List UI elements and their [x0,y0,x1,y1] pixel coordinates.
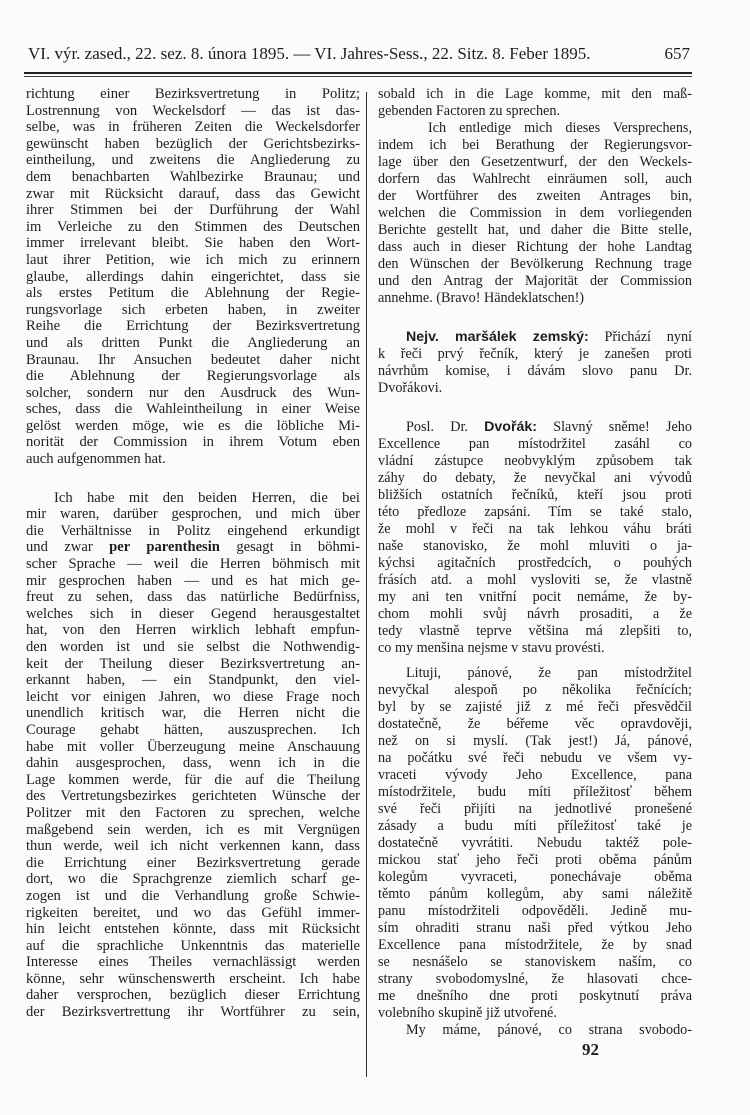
text-line: Courage gehabt hätten, auszusprechen. Ich [26,721,360,738]
speaker-name: Nejv. maršálek zemský: [406,329,589,345]
text-line: mir waren, darüber gesprochen, und mich über [26,506,360,523]
text-line: dostatečně vyvrátiti. Nebudu taktéž pole- [378,835,692,851]
text-line: dostatečně, že béřeme věc opravdověji, [378,716,692,732]
text-segment: gesagt in böhmi- [219,539,361,556]
text-line: solcher, sondern nur den Ausdruck des Wun- [26,384,360,401]
text-line: welches sich in dieser Gegend herausgestaltet [26,605,360,622]
text-line: že mohl v řeči na tak lehkou váhu bráti [378,521,692,537]
text-line: My máme, pánové, co strana svobodo- [406,1022,692,1038]
text-line: des Vertretungsbezirkes gerichteten Wünsche der [26,788,360,805]
text-line: Braunau. Ihr Ansuchen bedeutet daher nicht [26,351,360,368]
text-line: den worden ist und sie selbst die Nothwendig- [26,639,360,655]
text-line: místodržitele, budu míti příležitosť během [378,784,692,800]
text-line: dahin ausgesprochen, dass, wenn ich in die [26,755,360,772]
text-line: im Verleiche zu den Stimmen des Deutschen [26,218,360,235]
text-line: hin leicht entstehen könnte, dass mit Rücksicht [26,921,360,938]
text-line: auch aufgenommen hat. [26,451,166,468]
text-line: me dnešního dne proti poskytnutí práva [378,988,692,1004]
text-line: dort, wo die Sprachgrenze ziemlich scharf ge- [26,871,360,888]
text-line: unendlich kritisch war, die Herren nicht die [26,705,360,722]
emphasis: per parenthesin [109,539,220,556]
text-line: své řeči přijíti na jednotlivé pronešené [378,801,692,817]
text-line: habe mit voller Überzeugung meine Anschauung [26,738,360,755]
text-line: indem ich bei Berathung der Regierungsvor- [378,137,692,153]
text-line: kolegům vyvraceti, ponechávaje oběma [378,869,692,885]
text-line: sím ohraditi stranu naši před výtkou Jeho [378,920,692,936]
text-segment: Posl. Dr. [406,419,485,435]
paragraph-gap [378,657,692,665]
text-line [378,419,692,436]
text-line: die Verhältnisse in Politz eingehend erkundigt [26,522,360,539]
text-line: Interesse eines Theiles vernachlässigt werden [26,954,360,971]
paragraph-gap [26,468,360,490]
text-line [378,329,692,346]
text-line: den Wünschen der Bevölkerung Rechnung trage [378,256,692,272]
text-line: dass auch in dieser Richtung der hohe Landtag [378,239,692,255]
text-line: annehme. (Bravo! Händeklatschen!) [378,290,585,306]
text-line: laut ihrer Petition, wie ich mich zu erinnern [26,251,360,268]
text-line: Lostrennung von Weckelsdorf — das ist das- [26,102,360,119]
text-line: selbe, was in früheren Zeiten die Weckelsdorfer [26,119,360,136]
text-line: na počátku své řeči nebudu ve všem vy- [378,750,692,766]
text-line: těmto pánům kollegům, aby sami náležitě [378,886,692,902]
text-line: zogen ist und die Verhandlung große Schwie- [26,887,360,904]
text-line: Excellence pana místodržitele, že by snad [378,937,692,953]
text-line: der Wortführer des zweiten Antrages bin, [378,188,692,204]
text-line: frásích atd. a mohl vysloviti se, že vlastně [378,572,692,588]
text-line: my ani ten vnitřní pocit nemáme, že by- [378,589,692,605]
text-line: Dvořákovi. [378,380,443,396]
paragraph [378,86,692,120]
text-line: freut zu sehen, dass das natürliche Bedürfniss, [26,589,360,606]
speaker-name: Dvořák: [484,419,537,435]
text-line: zásady a budu míti příležitosť také je [378,818,692,834]
text-line: daher versprochen, bezüglich dieser Errichtung [26,987,360,1004]
text-line: richtung einer Bezirksvertretung in Politz; [26,86,360,102]
text-line: norität der Commission in ihrem Votum eben [26,434,360,451]
text-line: gelöst werden möge, wie es die löbliche Mi- [26,417,360,434]
text-line: chom mohli svůj návrh prosaditi, a že [378,606,692,622]
text-line: Excellence pan místodržitel zasáhl co [378,436,692,452]
text-line: maßgebend sein werden, ich es mit Vergnügen [26,821,360,838]
text-line: gewünscht haben bezüglich der Gerichtsbezirks- [26,135,360,152]
text-line: und den Antrag der Majorität der Commission [378,273,692,289]
text-line: k řeči prvý řečník, který je zanešen proti [378,346,692,362]
text-line: thun werde, weil ich nicht verkennen kann, dass [26,838,360,855]
text-line: návrhům komise, i dávám slovo panu Dr. [378,363,692,379]
text-segment: Přichází nyní [588,329,692,345]
text-line: strany svobodomyslné, že hlasovati chce- [378,971,692,987]
text-line: tedy vlastně teprve většina má zlepšiti to, [378,623,692,639]
text-line: rungsvorlage sich erbeten haben, in zweiter [26,301,360,318]
text-line: volebního skupině již utvořené. [378,1005,557,1021]
text-line: záhy do debaty, že nevyčkal ani vývodů [378,470,692,486]
text-line: dem benachbarten Wahlbezirke Braunau; und [26,168,360,185]
text-line: vládní zástupce neobvyklým způsobem tak [378,453,692,469]
sheet-number: 92 [582,1040,599,1059]
text-line: zwar mit Rücksicht darauf, dass das Gewicht [26,185,360,202]
paragraph [378,419,692,657]
text-line: ihrer Stimmen bei der Durführung der Wahl [26,202,360,219]
paragraph [26,490,360,1021]
text-line: immer irrelevant bleibt. Sie haben den Wort- [26,235,360,252]
text-line: die Ablehnung der Regierungsvorlage als [26,368,360,385]
page-number: 657 [664,44,690,63]
text-line: sches, dass die Wahleintheilung in einer Weise [26,401,360,418]
text-line: der Bezirksvertrettung ihr Wortführer zu sein, [26,1004,360,1021]
text-line: mir gesprochen haben — und es hat mich ge- [26,572,360,589]
paragraph [378,1022,692,1039]
text-line: Ich entledige mich dieses Versprechens, [428,120,692,136]
text-line [26,539,360,556]
text-line: die Errichtung einer Bezirksvertretung gerade [26,854,360,871]
paragraph [378,665,692,1022]
text-line: glaube, allerdings dahin eingerichtet, dass sie [26,268,360,285]
text-line: naše stanovisko, že mohl mluviti o ja- [378,538,692,554]
running-title: VI. výr. zased., 22. sez. 8. února 1895. — VI. Jahres-Sess., 22. Sitz. 8. Feber 1895. [28,44,591,63]
paragraph-gap [378,397,692,419]
text-line: Politzer mit den Factoren zu sprechen, welche [26,804,360,821]
text-line: leicht vor einigen Jahren, wo diese Frage noch [26,688,360,705]
text-line: se nesnášelo se stanoviskem naším, co [378,954,692,970]
text-line: auf die sprachliche Unkenntnis das materielle [26,937,360,954]
text-line: keit der Theilung dieser Bezirksvertretung an- [26,655,360,672]
paragraph-gap [378,307,692,329]
right-column-czech [378,86,692,1039]
text-line: než on si myslí. (Tak jest!) Já, pánové, [378,733,692,749]
text-segment: und zwar [26,539,110,556]
text-line: bližších ostatních řečníků, kteří jsou proti [378,487,692,503]
column-divider [366,92,367,1077]
text-segment: Slavný sněme! Jeho [536,419,692,435]
text-line: Reihe die Errichtung der Bezirksvertretung [26,318,360,335]
text-line: Lage kommen werde, für die auf die Theilung [26,771,360,788]
text-line: könne, sehr wünschenswerth erscheint. Ich habe [26,970,360,987]
text-line: dorfern das Wahlrecht einräumen soll, auch [378,171,692,187]
text-line: panu místodržiteli odpověděli. Jedině mu- [378,903,692,919]
text-line: eintheilung, und zweitens die Angliederung zu [26,152,360,169]
text-line: und als dritten Punkt die Angliederung an [26,334,360,351]
text-line: co my menšina nejsme v stavu provésti. [378,640,605,656]
text-line: Berichte gestellt hat, und daher die Bitte stelle, [378,222,692,238]
text-line: byl by se zajisté již z mé řeči přesvědčil [378,699,692,715]
left-column-german [26,86,360,1021]
text-line: mickou stať jeho řeči proti oběma pánům [378,852,692,868]
paragraph [378,329,692,397]
text-line: scher Sprache — weil die Herren böhmisch mit [26,556,360,573]
text-line: nevyčkal alespoň po několika řečnících; [378,682,692,698]
text-line: hat, von den Herren wirklich lebhaft empfun- [26,622,360,639]
text-line: sobald ich in die Lage komme, mit den maß- [378,86,692,102]
text-line: gebenden Factoren zu sprechen. [378,103,560,119]
running-header [28,44,690,64]
text-line: lage über den Gesetzentwurf, der den Weckels- [378,154,692,170]
paragraph [26,86,360,468]
paragraph [378,120,692,307]
text-line: welchen die Commission in dem vorliegenden [378,205,692,221]
text-line: rigkeiten bereitet, und wo das Gefühl immer- [26,904,360,921]
header-rule [24,72,692,74]
text-line: als erstes Petitum die Ablehnung der Regie- [26,285,360,302]
text-line: kýchsi agitačních prostředcích, o pouhých [378,555,692,571]
text-line: Lituji, pánové, že pan místodržitel [406,665,692,681]
text-line: vraceti vývody Jeho Excellence, pana [378,767,692,783]
header-rule-thin [24,76,692,77]
text-line: této předloze zapsáni. Tím se také stalo, [378,504,692,520]
text-line: erkannt haben, — ein Standpunkt, den viel- [26,672,360,689]
text-line: Ich habe mit den beiden Herren, die bei [54,489,360,506]
